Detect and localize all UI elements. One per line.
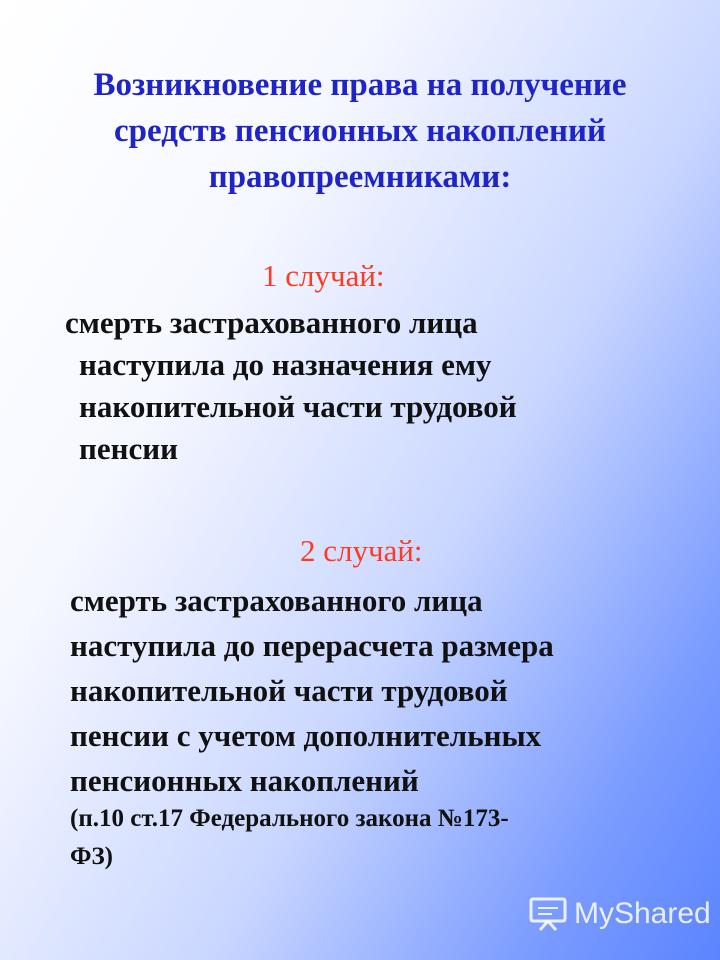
case-2-text xyxy=(70,578,554,803)
law-reference-line: (п.10 ст.17 Федерального закона №173- xyxy=(70,805,509,832)
case-2-line: наступила до перерасчета размера xyxy=(70,628,554,663)
title-line: правопреемниками: xyxy=(208,159,512,195)
presentation-board-icon xyxy=(528,896,568,932)
case-1-line: пенсии xyxy=(79,431,178,466)
watermark xyxy=(528,896,711,932)
case-1-line: наступила до назначения ему xyxy=(79,347,492,382)
case-1-line: накопительной части трудовой xyxy=(79,389,517,424)
case-1-line: смерть застрахованного лица xyxy=(65,305,478,340)
slide-title xyxy=(40,62,680,200)
law-reference xyxy=(70,800,670,876)
law-reference-line: ФЗ) xyxy=(70,843,113,870)
case-2-line: накопительной части трудовой xyxy=(70,673,508,708)
title-line: средств пенсионных накоплений xyxy=(113,113,607,149)
case-1-text xyxy=(65,302,517,470)
case-2-heading: 2 случай: xyxy=(300,533,423,568)
title-line: Возникновение права на получение xyxy=(93,67,627,103)
watermark-text: MyShared xyxy=(574,897,711,930)
case-2-line: пенсионных накоплений xyxy=(70,763,419,798)
case-2-line: пенсии с учетом дополнительных xyxy=(70,718,542,753)
case-2-line: смерть застрахованного лица xyxy=(70,583,483,618)
case-1-heading: 1 случай: xyxy=(262,258,385,293)
